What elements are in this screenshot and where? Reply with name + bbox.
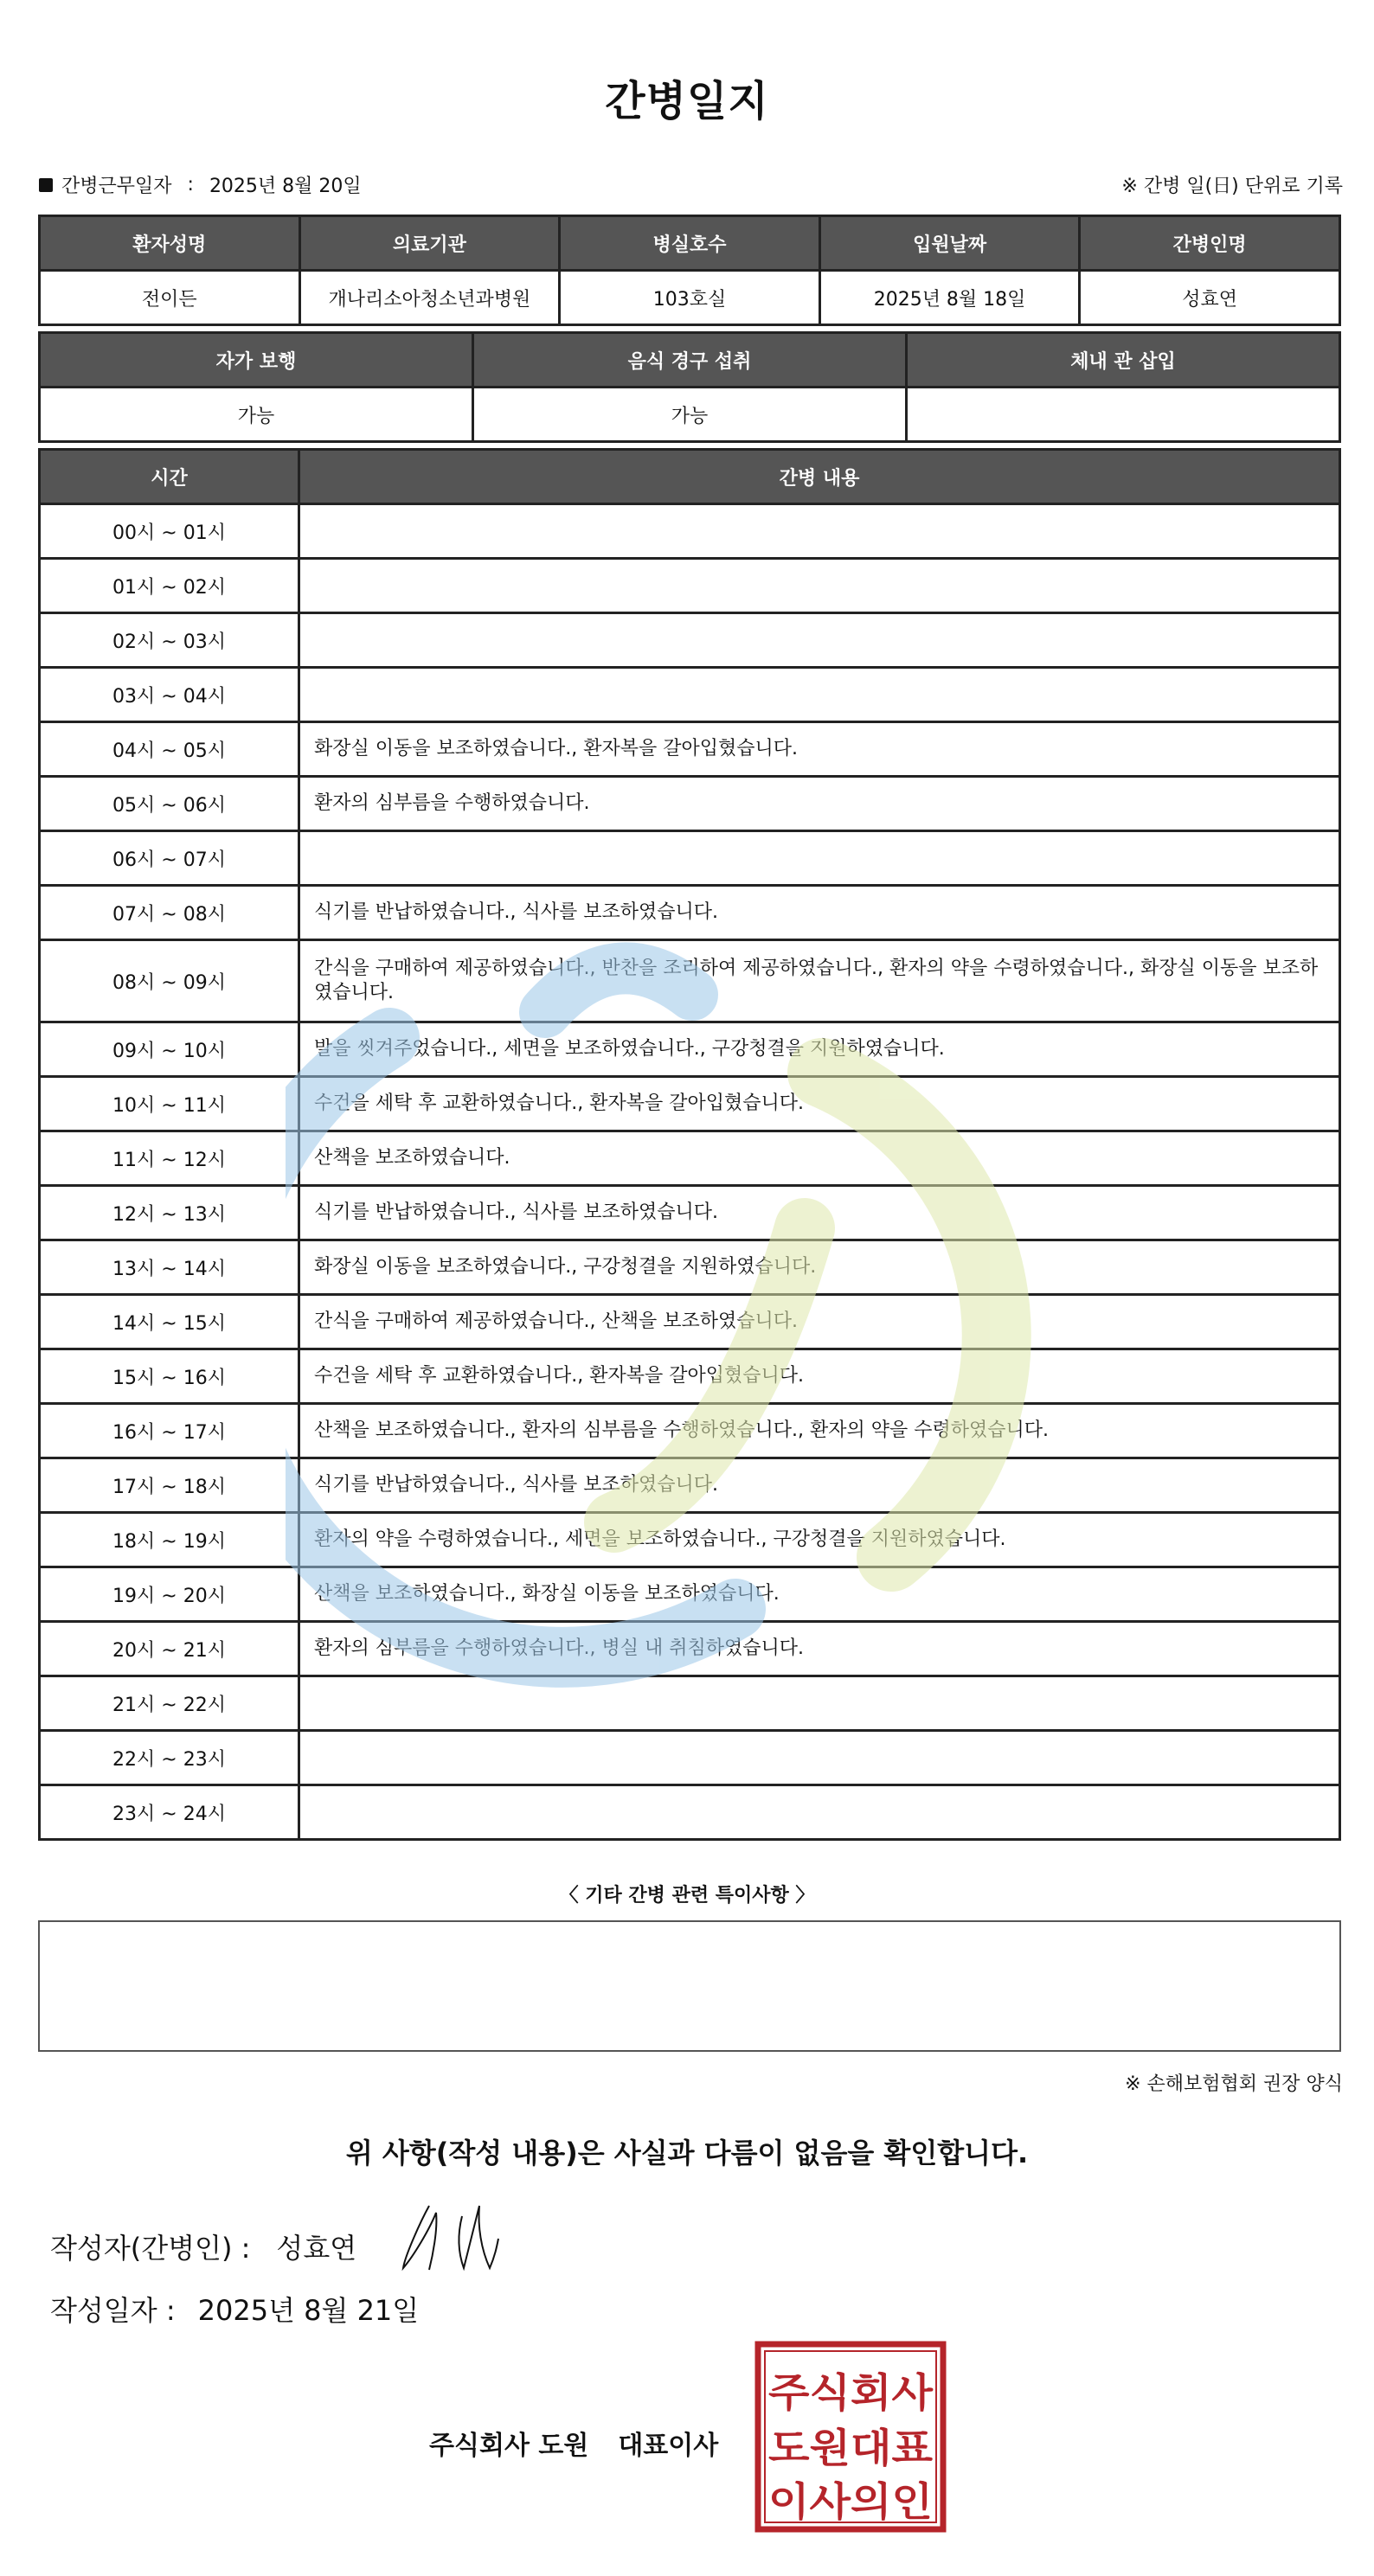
write-date-value: 2025년 8월 21일 bbox=[197, 2294, 420, 2327]
log-time: 01시 ~ 02시 bbox=[40, 559, 299, 613]
log-time: 03시 ~ 04시 bbox=[40, 668, 299, 722]
log-content bbox=[299, 1676, 1340, 1731]
svg-text:도원대표: 도원대표 bbox=[768, 2425, 934, 2471]
hospital-name: 개나리소아청소년과병원 bbox=[299, 271, 560, 325]
log-content: 수건을 세탁 후 교환하였습니다., 환자복을 갈아입혔습니다. bbox=[299, 1349, 1340, 1404]
other-notes-box bbox=[38, 1920, 1341, 2052]
log-content bbox=[299, 559, 1340, 613]
log-row bbox=[40, 722, 1340, 777]
header-patient-name: 환자성명 bbox=[40, 216, 300, 271]
log-row bbox=[40, 559, 1340, 613]
log-row bbox=[40, 1622, 1340, 1676]
log-content: 환자의 심부름을 수행하였습니다., 병실 내 취침하였습니다. bbox=[299, 1622, 1340, 1676]
log-content bbox=[299, 1785, 1340, 1840]
caregiver-name: 성효연 bbox=[1080, 271, 1340, 325]
log-header-row bbox=[40, 450, 1340, 504]
log-row bbox=[40, 1131, 1340, 1186]
work-date-label: 간병근무일자 bbox=[61, 176, 172, 197]
log-row bbox=[40, 1404, 1340, 1458]
log-time: 06시 ~ 07시 bbox=[40, 831, 299, 886]
log-row bbox=[40, 1295, 1340, 1349]
header-care-content: 간병 내용 bbox=[299, 450, 1340, 504]
log-time: 15시 ~ 16시 bbox=[40, 1349, 299, 1404]
log-row bbox=[40, 668, 1340, 722]
unit-note: ※ 간병 일(日) 단위로 기록 bbox=[1121, 176, 1343, 197]
log-time: 02시 ~ 03시 bbox=[40, 613, 299, 668]
log-time: 09시 ~ 10시 bbox=[40, 1022, 299, 1077]
company-signature-line bbox=[429, 2424, 718, 2462]
company-name: 주식회사 도원 bbox=[429, 2431, 589, 2461]
admission-date: 2025년 8월 18일 bbox=[819, 271, 1080, 325]
log-content: 산책을 보조하였습니다., 화장실 이동을 보조하였습니다. bbox=[299, 1567, 1340, 1622]
writer-label: 작성자(간병인) : bbox=[50, 2232, 251, 2265]
log-time: 16시 ~ 17시 bbox=[40, 1404, 299, 1458]
log-row bbox=[40, 1077, 1340, 1131]
log-content bbox=[299, 613, 1340, 668]
log-time: 19시 ~ 20시 bbox=[40, 1567, 299, 1622]
log-time: 20시 ~ 21시 bbox=[40, 1622, 299, 1676]
log-content: 환자의 심부름을 수행하였습니다. bbox=[299, 777, 1340, 831]
log-row bbox=[40, 1186, 1340, 1240]
header-time: 시간 bbox=[40, 450, 299, 504]
self-walking-value: 가능 bbox=[40, 388, 473, 442]
log-time: 12시 ~ 13시 bbox=[40, 1186, 299, 1240]
work-date bbox=[39, 171, 362, 198]
header-hospital: 의료기관 bbox=[299, 216, 560, 271]
log-row bbox=[40, 504, 1340, 559]
handwritten-signature bbox=[395, 2195, 533, 2275]
patient-name: 전이든 bbox=[40, 271, 300, 325]
log-content: 수건을 세탁 후 교환하였습니다., 환자복을 갈아입혔습니다. bbox=[299, 1077, 1340, 1131]
log-time: 04시 ~ 05시 bbox=[40, 722, 299, 777]
confirmation-statement: 위 사항(작성 내용)은 사실과 다름이 없음을 확인합니다. bbox=[345, 2137, 1029, 2169]
log-content: 식기를 반납하였습니다., 식사를 보조하였습니다. bbox=[299, 886, 1340, 940]
patient-ability-table bbox=[38, 331, 1341, 443]
log-content bbox=[299, 1731, 1340, 1785]
log-time: 22시 ~ 23시 bbox=[40, 1731, 299, 1785]
log-row bbox=[40, 1458, 1340, 1513]
log-time: 08시 ~ 09시 bbox=[40, 940, 299, 1022]
log-row bbox=[40, 940, 1340, 1022]
work-date-value: 2025년 8월 20일 bbox=[209, 176, 362, 197]
log-row bbox=[40, 1785, 1340, 1840]
header-caregiver-name: 간병인명 bbox=[1080, 216, 1340, 271]
patient-info-table bbox=[38, 215, 1341, 326]
log-content bbox=[299, 831, 1340, 886]
log-time: 05시 ~ 06시 bbox=[40, 777, 299, 831]
header-admission-date: 입원날짜 bbox=[819, 216, 1080, 271]
log-time: 11시 ~ 12시 bbox=[40, 1131, 299, 1186]
log-content: 산책을 보조하였습니다., 환자의 심부름을 수행하였습니다., 환자의 약을 수령하였습니다. bbox=[299, 1404, 1340, 1458]
log-content: 간식을 구매하여 제공하였습니다., 반찬을 조리하여 제공하였습니다., 환자의 약을 수령하였습니다., 화장실 이동을 보조하였습니다. bbox=[299, 940, 1340, 1022]
write-date-line bbox=[50, 2289, 419, 2329]
log-row bbox=[40, 1676, 1340, 1731]
log-row bbox=[40, 1731, 1340, 1785]
log-time: 13시 ~ 14시 bbox=[40, 1240, 299, 1295]
document-title: 간병일지 bbox=[605, 77, 769, 125]
svg-text:주식회사: 주식회사 bbox=[768, 2369, 934, 2416]
log-content bbox=[299, 668, 1340, 722]
header-room: 병실호수 bbox=[560, 216, 820, 271]
work-date-separator: : bbox=[187, 174, 194, 195]
log-row bbox=[40, 1567, 1340, 1622]
svg-text:이사의인: 이사의인 bbox=[768, 2478, 933, 2525]
log-row bbox=[40, 1022, 1340, 1077]
log-content: 발을 씻겨주었습니다., 세면을 보조하였습니다., 구강청결을 지원하였습니다. bbox=[299, 1022, 1340, 1077]
log-content: 화장실 이동을 보조하였습니다., 구강청결을 지원하였습니다. bbox=[299, 1240, 1340, 1295]
log-content bbox=[299, 504, 1340, 559]
header-oral-intake: 음식 경구 섭취 bbox=[473, 333, 907, 388]
log-content: 간식을 구매하여 제공하였습니다., 산책을 보조하였습니다. bbox=[299, 1295, 1340, 1349]
patient-info-header-row bbox=[40, 216, 1340, 271]
log-time: 21시 ~ 22시 bbox=[40, 1676, 299, 1731]
log-time: 14시 ~ 15시 bbox=[40, 1295, 299, 1349]
hourly-care-log-table bbox=[38, 448, 1341, 1841]
log-content: 산책을 보조하였습니다. bbox=[299, 1131, 1340, 1186]
room-number: 103호실 bbox=[560, 271, 820, 325]
log-content: 화장실 이동을 보조하였습니다., 환자복을 갈아입혔습니다. bbox=[299, 722, 1340, 777]
log-content: 환자의 약을 수령하였습니다., 세면을 보조하였습니다., 구강청결을 지원하였습니다. bbox=[299, 1513, 1340, 1567]
patient-info-value-row bbox=[40, 271, 1340, 325]
tube-insertion-value bbox=[907, 388, 1340, 442]
log-content: 식기를 반납하였습니다., 식사를 보조하였습니다. bbox=[299, 1458, 1340, 1513]
writer-name: 성효연 bbox=[276, 2232, 357, 2265]
ability-value-row bbox=[40, 388, 1340, 442]
write-date-label: 작성일자 : bbox=[50, 2294, 176, 2327]
log-row bbox=[40, 831, 1340, 886]
ability-header-row bbox=[40, 333, 1340, 388]
log-time: 17시 ~ 18시 bbox=[40, 1458, 299, 1513]
company-seal-stamp bbox=[753, 2339, 948, 2534]
log-row bbox=[40, 777, 1340, 831]
log-time: 10시 ~ 11시 bbox=[40, 1077, 299, 1131]
log-row bbox=[40, 1513, 1340, 1567]
log-content: 식기를 반납하였습니다., 식사를 보조하였습니다. bbox=[299, 1186, 1340, 1240]
log-time: 23시 ~ 24시 bbox=[40, 1785, 299, 1840]
other-notes-label: 〈 기타 간병 관련 특이사항 〉 bbox=[559, 1885, 815, 1906]
log-row bbox=[40, 886, 1340, 940]
bullet-square-icon bbox=[39, 178, 53, 192]
header-tube-insertion: 체내 관 삽입 bbox=[907, 333, 1340, 388]
log-time: 07시 ~ 08시 bbox=[40, 886, 299, 940]
company-ceo-title: 대표이사 bbox=[618, 2431, 719, 2461]
header-self-walking: 자가 보행 bbox=[40, 333, 473, 388]
log-row bbox=[40, 1349, 1340, 1404]
log-row bbox=[40, 1240, 1340, 1295]
log-time: 18시 ~ 19시 bbox=[40, 1513, 299, 1567]
recommended-form-note: ※ 손해보험협회 권장 양식 bbox=[1125, 2073, 1343, 2095]
oral-intake-value: 가능 bbox=[473, 388, 907, 442]
writer-line bbox=[50, 2227, 356, 2266]
log-time: 00시 ~ 01시 bbox=[40, 504, 299, 559]
log-row bbox=[40, 613, 1340, 668]
